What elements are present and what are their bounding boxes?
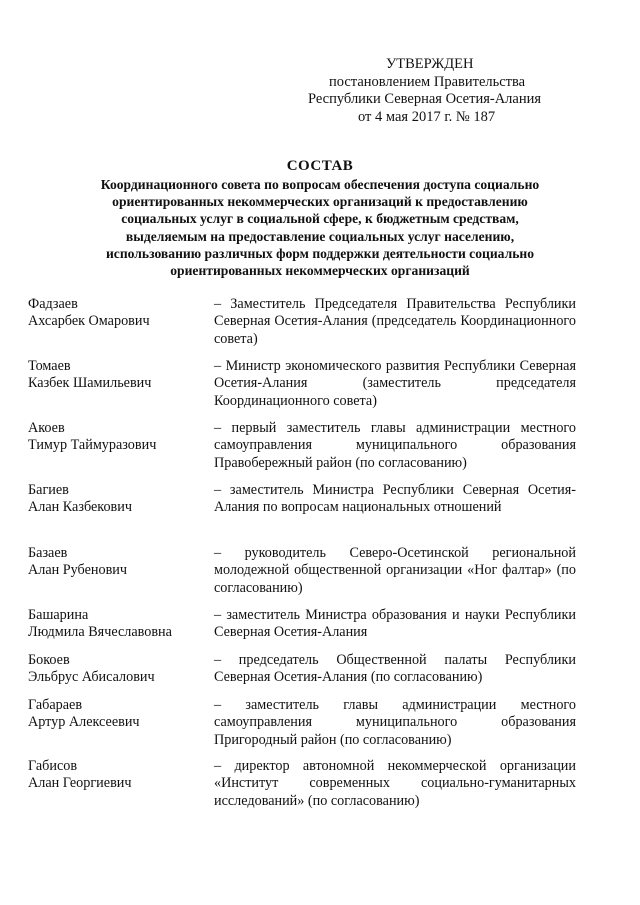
member-role: – заместитель главы администрации местного самоуправления муниципального образования Пригородный район (по согласованию) [214, 697, 576, 748]
member-name [28, 296, 208, 331]
subtitle-line: социальных услуг в социальной сфере, к бюджетным средствам, [121, 211, 519, 227]
subtitle-line: выделяемым на предоставление социальных услуг населению, [125, 228, 515, 244]
member-surname: Габисов [28, 758, 78, 774]
member-surname: Багиев [28, 482, 69, 498]
member-given-name: Людмила Вячеславовна [28, 624, 172, 641]
member-role: – председатель Общественной палаты Республики Северная Осетия-Алания (по согласованию) [214, 652, 576, 686]
member-surname: Бокоев [28, 652, 70, 668]
approval-block [300, 56, 600, 126]
subtitle-line: ориентированных некоммерческих организаций к предоставлению [112, 194, 528, 210]
member-given-name: Алан Георгиевич [28, 775, 132, 792]
member-role: – директор автономной некоммерческой организации «Институт современных социально-гуманитарных исследований» (по согласованию) [214, 758, 576, 809]
subtitle-line: Координационного совета по вопросам обеспечения доступа социально [100, 177, 540, 192]
member-name [28, 758, 208, 793]
member-name [28, 652, 208, 687]
member-given-name: Тимур Таймуразович [28, 437, 157, 454]
member-surname: Акоев [28, 420, 65, 436]
member-given-name: Ахсарбек Омарович [28, 313, 150, 330]
member-name [28, 607, 208, 642]
member-surname: Башарина [28, 607, 89, 623]
member-name [28, 358, 208, 393]
member-given-name: Алан Казбекович [28, 499, 132, 516]
member-role: – Министр экономического развития Республики Северная Осетия-Алания (заместитель председателя Координационного совета) [214, 358, 576, 409]
member-role: – заместитель Министра Республики Северная Осетия-Алания по вопросам национальных отношений [214, 482, 576, 516]
subtitle-line: ориентированных некоммерческих организаций [170, 263, 470, 279]
approval-line-1: постановлением Правительства [329, 73, 526, 90]
approval-heading: УТВЕРЖДЕН [386, 56, 474, 72]
member-surname: Томаев [28, 358, 71, 374]
approval-line-2: Республики Северная Осетия-Алания [308, 91, 542, 107]
document-title: СОСТАВ [286, 158, 354, 174]
member-surname: Базаев [28, 545, 68, 561]
member-role: – заместитель Министра образования и науки Республики Северная Осетия-Алания [214, 607, 576, 641]
member-given-name: Алан Рубенович [28, 562, 128, 579]
member-surname: Габараев [28, 697, 83, 713]
member-role: – Заместитель Председателя Правительства Республики Северная Осетия-Алания (председатель Координационного совета) [214, 296, 576, 347]
member-name [28, 545, 208, 580]
document-subtitle [40, 176, 600, 279]
member-role: – первый заместитель главы администрации местного самоуправления муниципального образования Правобережный район (по согласованию) [214, 420, 576, 471]
member-surname: Фадзаев [28, 296, 78, 312]
member-name [28, 697, 208, 732]
approval-line-3: от 4 мая 2017 г. № 187 [358, 108, 496, 125]
member-name [28, 420, 208, 455]
subtitle-line: использованию различных форм поддержки деятельности социально [105, 245, 535, 261]
member-role: – руководитель Северо-Осетинской региональной молодежной общественной организации «Ног фалтар» (по согласованию) [214, 545, 576, 596]
member-name [28, 482, 208, 517]
member-given-name: Эльбрус Абисалович [28, 669, 155, 686]
member-given-name: Казбек Шамильевич [28, 375, 152, 392]
member-given-name: Артур Алексеевич [28, 714, 140, 731]
